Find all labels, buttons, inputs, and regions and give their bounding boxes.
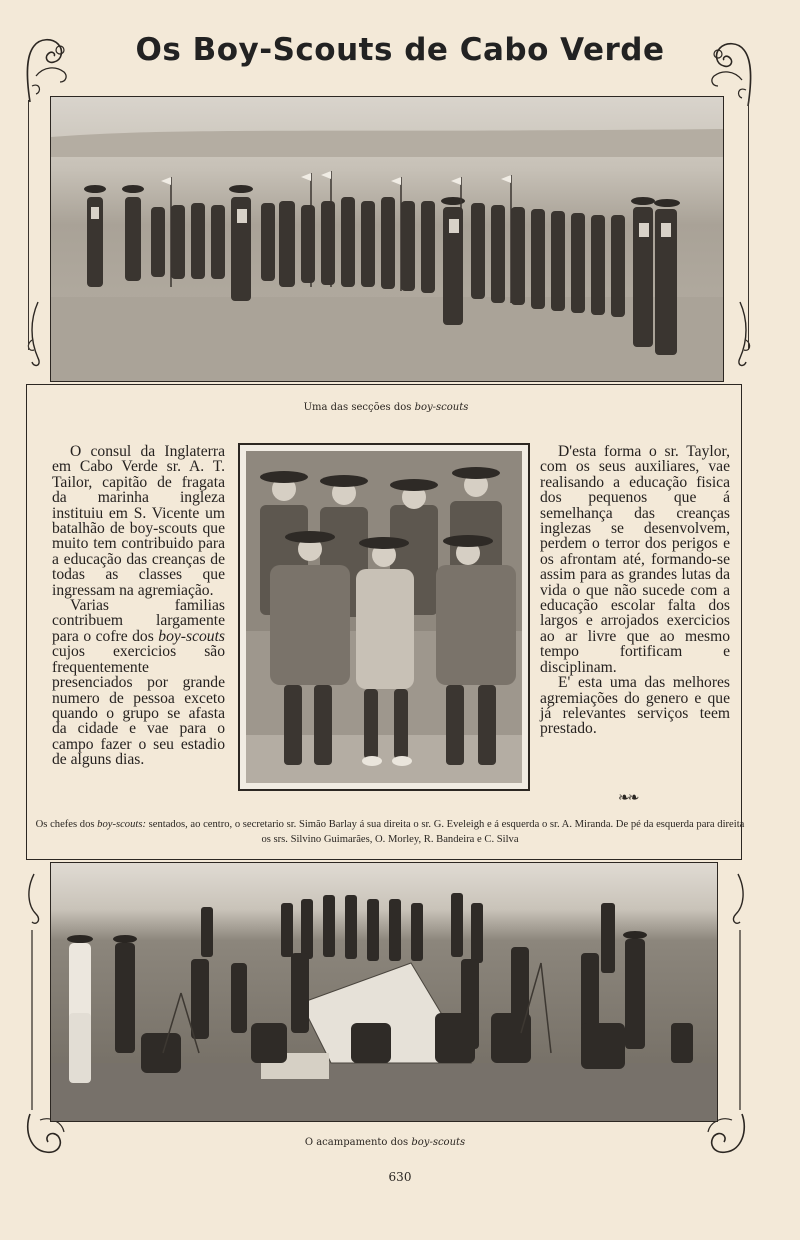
caption-scout-camp-italic: boy-scouts: [411, 1137, 466, 1148]
corner-ornament-left-mid: [22, 300, 52, 370]
left-paragraph-1: O consul da Inglaterra em Cabo Verde sr. A. T. Tailor, capitão de fragata da marinha ingleza instituiu em S. Vicente um batalhão de boy-scouts que muito tem contribuido para a educação das creanças de todas as classes que ingressam na agremiação.: [52, 443, 225, 599]
caption-scout-camp-text: O acampamento dos: [304, 1137, 409, 1148]
left-paragraph-2-italic: boy-scouts: [158, 627, 225, 645]
right-paragraph-2: E' esta uma das melhores agremiações do genero e que já relevantes serviços teem prestado.: [540, 674, 730, 738]
left-paragraph-2-b: cujos exercicios são frequentemente presenciados por grande numero de pessoa exceto quando o grupo se afasta da cidade e vae para o campo fazer o seu estadio de alguns dias.: [52, 643, 225, 769]
corner-ornament-right-mid: [726, 300, 756, 370]
caption-scout-section-italic: boy-scouts: [414, 402, 469, 413]
photo-scout-leaders: [238, 443, 530, 791]
caption-scout-camp: [50, 1137, 720, 1148]
flourish-ornament: ❧❧: [618, 790, 638, 806]
left-column: [52, 444, 225, 768]
frame-line-right-top: [748, 100, 749, 350]
caption-scout-section-text: Uma das secções dos: [303, 402, 412, 413]
caption-scout-leaders-italic: boy-scouts:: [97, 819, 146, 830]
page-number: 630: [388, 1170, 412, 1184]
left-paragraph-2-a: Varias familias contribuem largamente para o cofre dos: [52, 597, 225, 645]
right-column: [540, 444, 730, 737]
left-paragraph-2: [52, 598, 225, 767]
photo-scout-camp: [50, 862, 718, 1122]
caption-scout-leaders-rest: sentados, ao centro, o secretario sr. Simão Barlay á sua direita o sr. G. Eveleigh e á esquerda o sr. A. Miranda. De pé da esquerda para direita os srs. Silvino Guimarães, O. Morley, R. Bandeira e C. Silva: [146, 819, 745, 845]
caption-scout-leaders: [30, 817, 750, 847]
right-paragraph-1: D'esta forma o sr. Taylor, com os seus auxiliares, vae realisando a educação fisica dos pequenos que á semelhança das creanças inglezas se desenvolvem, perdem o terror dos perigos e os afrontam até, formando-se assim para as grandes lutas da vida o que não sucede com a educação escolar falta dos largos e arrojados exercicios ao ar livre que ao mesmo tempo fortificam e disciplinam.: [540, 443, 730, 676]
frame-line-left-top: [28, 100, 29, 350]
caption-scout-leaders-prefix: Os chefes dos: [35, 819, 95, 830]
photo-scout-section: [50, 96, 724, 382]
page-title: Os Boy-Scouts de Cabo Verde: [135, 32, 665, 68]
